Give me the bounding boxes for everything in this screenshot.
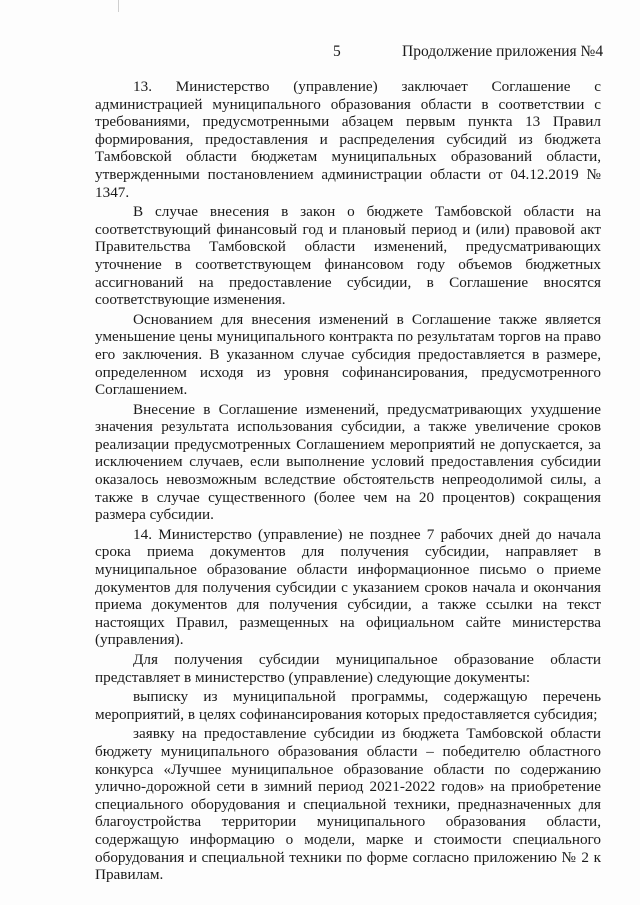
document-body [95, 78, 601, 884]
paragraph-budget-changes: В случае внесения в закон о бюджете Тамбовской области на соответствующий финансовый год и плановый период и (или) правовой акт Правительства Тамбовской области изменений, предусматривающих уточнение в соответствующем финансовом году объемов бюджетных ассигнований на предоставление субсидии, в Соглашение вносятся соответствующие изменения. [95, 203, 601, 309]
paragraph-documents-intro: Для получения субсидии муниципальное образование области представляет в министерство (управление) следующие документы: [95, 651, 601, 686]
page-number: 5 [333, 43, 341, 60]
paragraph-subsidy-application: заявку на предоставление субсидии из бюджета Тамбовской области бюджету муниципального образования области – победителю областного конкурса «Лучшее муниципальное образование области по содержанию улично-дорожной сети в зимний период 2021-2022 годов» на приобретение специального оборудования и специальной техники, предназначенных для благоустройства территории муниципального образования области, содержащую информацию о модели, марке и стоимости специального оборудования и специальной техники по форме согласно приложению № 2 к Правилам. [95, 725, 601, 884]
paragraph-program-extract: выписку из муниципальной программы, содержащую перечень мероприятий, в целях софинансирования которых предоставляется субсидия; [95, 688, 601, 723]
paragraph-no-worsening: Внесение в Соглашение изменений, предусматривающих ухудшение значения результата использования субсидии, а также увеличение сроков реализации предусмотренных Соглашением мероприятий не допускается, за исключением случаев, если выполнение условий предоставления субсидии оказалось невозможным вследствие обстоятельств непреодолимой силы, а также в случае существенного (более чем на 20 процентов) сокращения размера субсидии. [95, 400, 601, 524]
paragraph-14: 14. Министерство (управление) не позднее 7 рабочих дней до начала срока приема документов для получения субсидии, направляет в муниципальное образование области информационное письмо о приеме документов для получения субсидии с указанием сроков начала и окончания приема документов для получения субсидии, а также ссылки на текст настоящих Правил, размещенных на официальном сайте министерства (управления). [95, 525, 601, 649]
scan-edge-mark [118, 0, 119, 12]
paragraph-contract-price: Основанием для внесения изменений в Соглашение также является уменьшение цены муниципального контракта по результатам торгов на право его заключения. В указанном случае субсидия предоставляется в размере, определенном исходя из уровня софинансирования, предусмотренного Соглашением. [95, 310, 601, 399]
paragraph-13: 13. Министерство (управление) заключает Соглашение с администрацией муниципального образования области в соответствии с требованиями, предусмотренными абзацем первым пункта 13 Правил формирования, предоставления и распределения субсидий из бюджета Тамбовской области бюджетам муниципальных образований области, утвержденными постановлением администрации области от 04.12.2019 № 1347. [95, 78, 601, 201]
appendix-label: Продолжение приложения №4 [402, 43, 604, 60]
